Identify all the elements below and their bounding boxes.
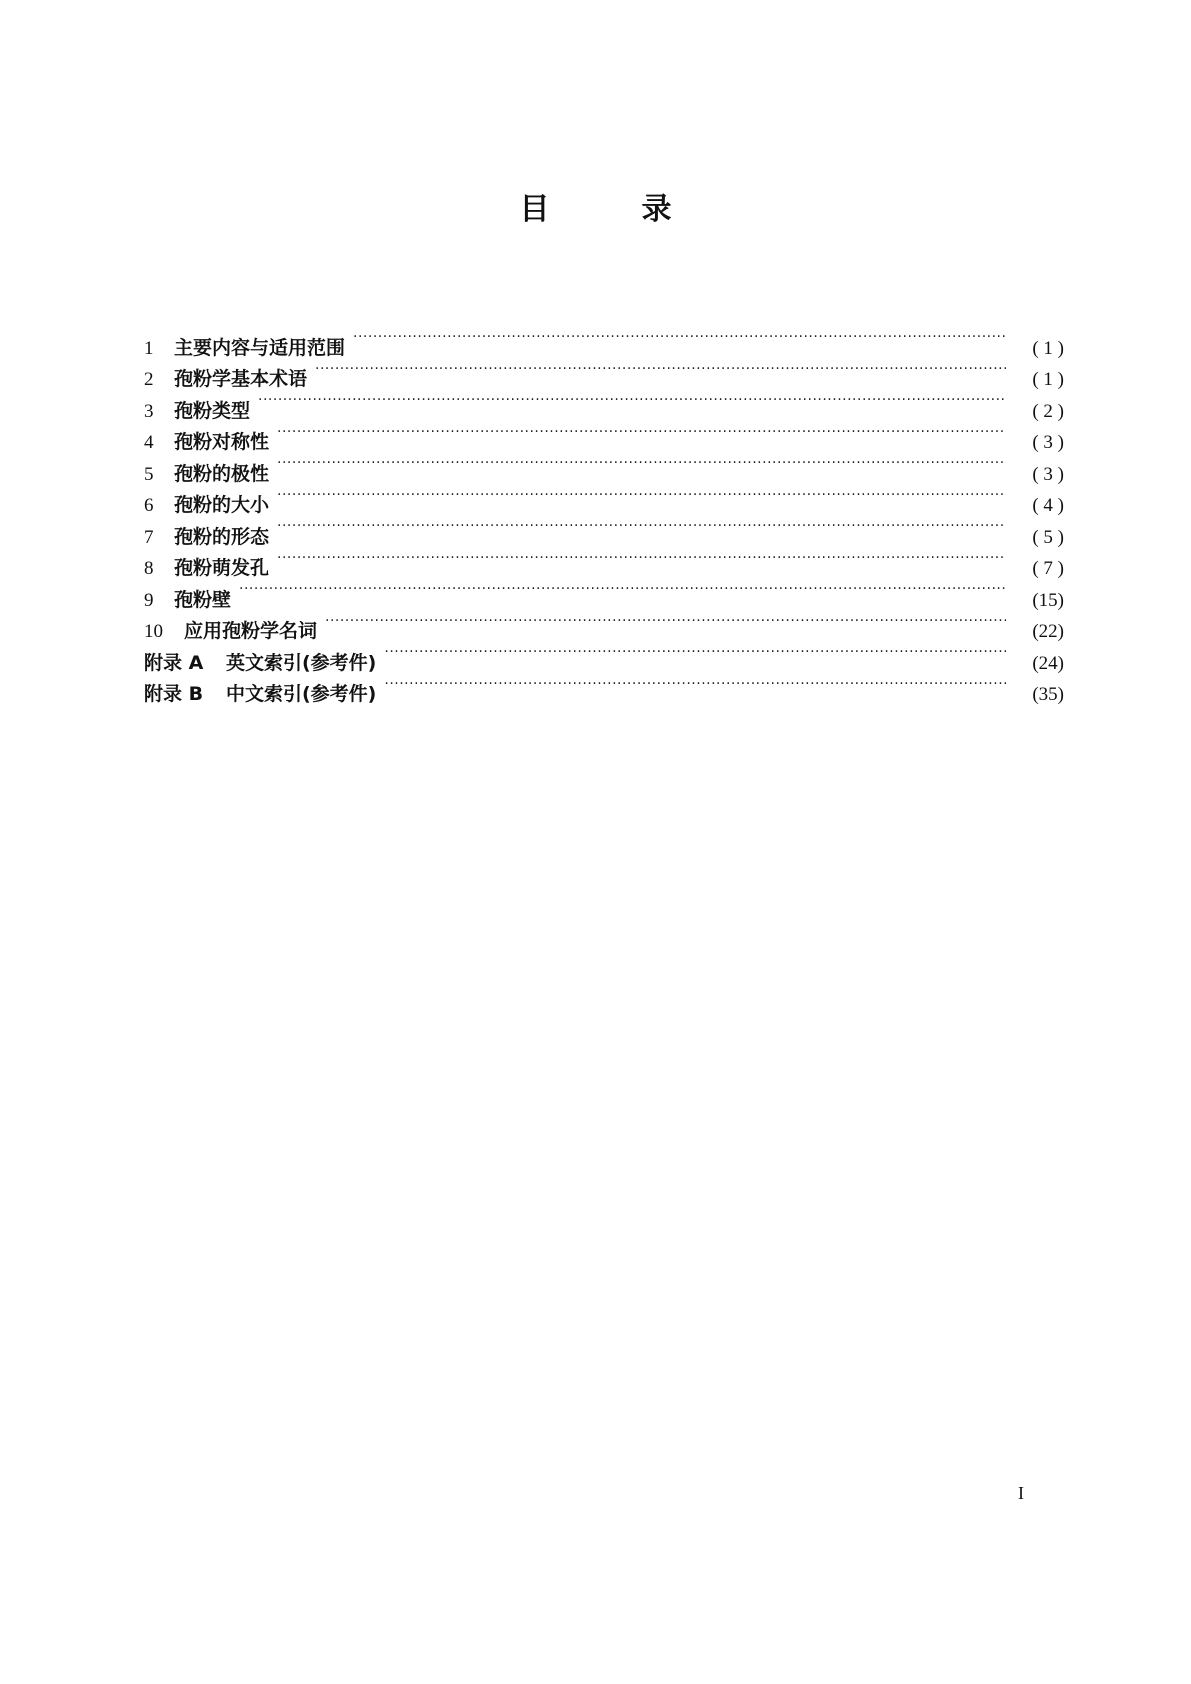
toc-dot-leader xyxy=(325,606,1006,638)
toc-entry-page: (35) xyxy=(1032,684,1064,705)
toc-entry-number: 9 xyxy=(144,589,154,611)
table-of-contents xyxy=(144,322,1064,705)
toc-dot-leader xyxy=(277,480,1006,512)
toc-entry-number: 3 xyxy=(144,400,154,422)
toc-entry[interactable] xyxy=(144,448,1064,485)
toc-entry-number: 附录 B xyxy=(144,683,204,705)
toc-entry-number: 7 xyxy=(144,526,154,548)
toc-entry-title: 孢粉的形态 xyxy=(174,525,270,548)
toc-entry-title: 孢粉的大小 xyxy=(174,494,270,516)
toc-entry-number: 6 xyxy=(144,495,154,516)
toc-entry-title: 应用孢粉学名词 xyxy=(184,620,318,642)
toc-entry[interactable] xyxy=(144,574,1064,611)
toc-entry-page: ( 3 ) xyxy=(1032,463,1064,485)
toc-dot-leader xyxy=(277,511,1006,543)
toc-entry-page: ( 2 ) xyxy=(1032,400,1064,422)
toc-entry-title: 孢粉学基本术语 xyxy=(174,368,308,390)
title-char-2: 录 xyxy=(641,192,672,227)
toc-entry-title: 孢粉壁 xyxy=(174,588,232,611)
toc-entry-number: 1 xyxy=(144,337,154,359)
toc-dot-leader xyxy=(384,637,1006,669)
toc-entry-page: ( 4 ) xyxy=(1032,495,1064,516)
toc-entry-page: ( 1 ) xyxy=(1032,369,1064,390)
toc-entry-number: 4 xyxy=(144,432,154,453)
page-number: I xyxy=(1018,1483,1024,1503)
toc-entry-page: (24) xyxy=(1032,652,1064,674)
toc-entry-number: 10 xyxy=(144,621,163,642)
toc-dot-leader xyxy=(277,417,1006,449)
toc-entry-page: ( 3 ) xyxy=(1032,432,1064,453)
toc-entry-title: 孢粉的极性 xyxy=(174,462,270,485)
toc-dot-leader xyxy=(277,448,1006,480)
toc-entry[interactable] xyxy=(144,606,1064,642)
toc-entry-page: ( 7 ) xyxy=(1032,558,1064,579)
toc-dot-leader xyxy=(258,385,1006,417)
toc-entry[interactable] xyxy=(144,543,1064,579)
toc-dot-leader xyxy=(384,669,1006,701)
toc-dot-leader xyxy=(239,574,1006,606)
toc-entry[interactable] xyxy=(144,417,1064,453)
toc-entry-page: (15) xyxy=(1032,589,1064,611)
page-title xyxy=(0,184,1191,228)
toc-dot-leader xyxy=(277,543,1006,575)
toc-dot-leader xyxy=(315,354,1006,386)
toc-entry[interactable] xyxy=(144,511,1064,548)
toc-entry-number: 2 xyxy=(144,369,154,390)
toc-entry-page: ( 5 ) xyxy=(1032,526,1064,548)
toc-dot-leader xyxy=(353,322,1006,354)
toc-entry-number: 附录 A xyxy=(144,651,204,674)
title-char-1: 目 xyxy=(519,192,550,227)
toc-entry-title: 英文索引(参考件) xyxy=(226,651,377,674)
toc-entry-title: 孢粉对称性 xyxy=(174,431,270,453)
toc-entry-number: 8 xyxy=(144,558,154,579)
toc-entry[interactable] xyxy=(144,480,1064,516)
toc-entry-title: 孢粉类型 xyxy=(174,399,251,422)
toc-entry-title: 孢粉萌发孔 xyxy=(174,557,270,579)
toc-entry[interactable] xyxy=(144,322,1064,359)
toc-entry-title: 中文索引(参考件) xyxy=(226,683,377,705)
toc-entry[interactable] xyxy=(144,385,1064,422)
toc-entry-page: ( 1 ) xyxy=(1032,337,1064,359)
toc-entry-page: (22) xyxy=(1032,621,1064,642)
toc-entry-title: 主要内容与适用范围 xyxy=(174,336,346,359)
toc-entry-number: 5 xyxy=(144,463,154,485)
